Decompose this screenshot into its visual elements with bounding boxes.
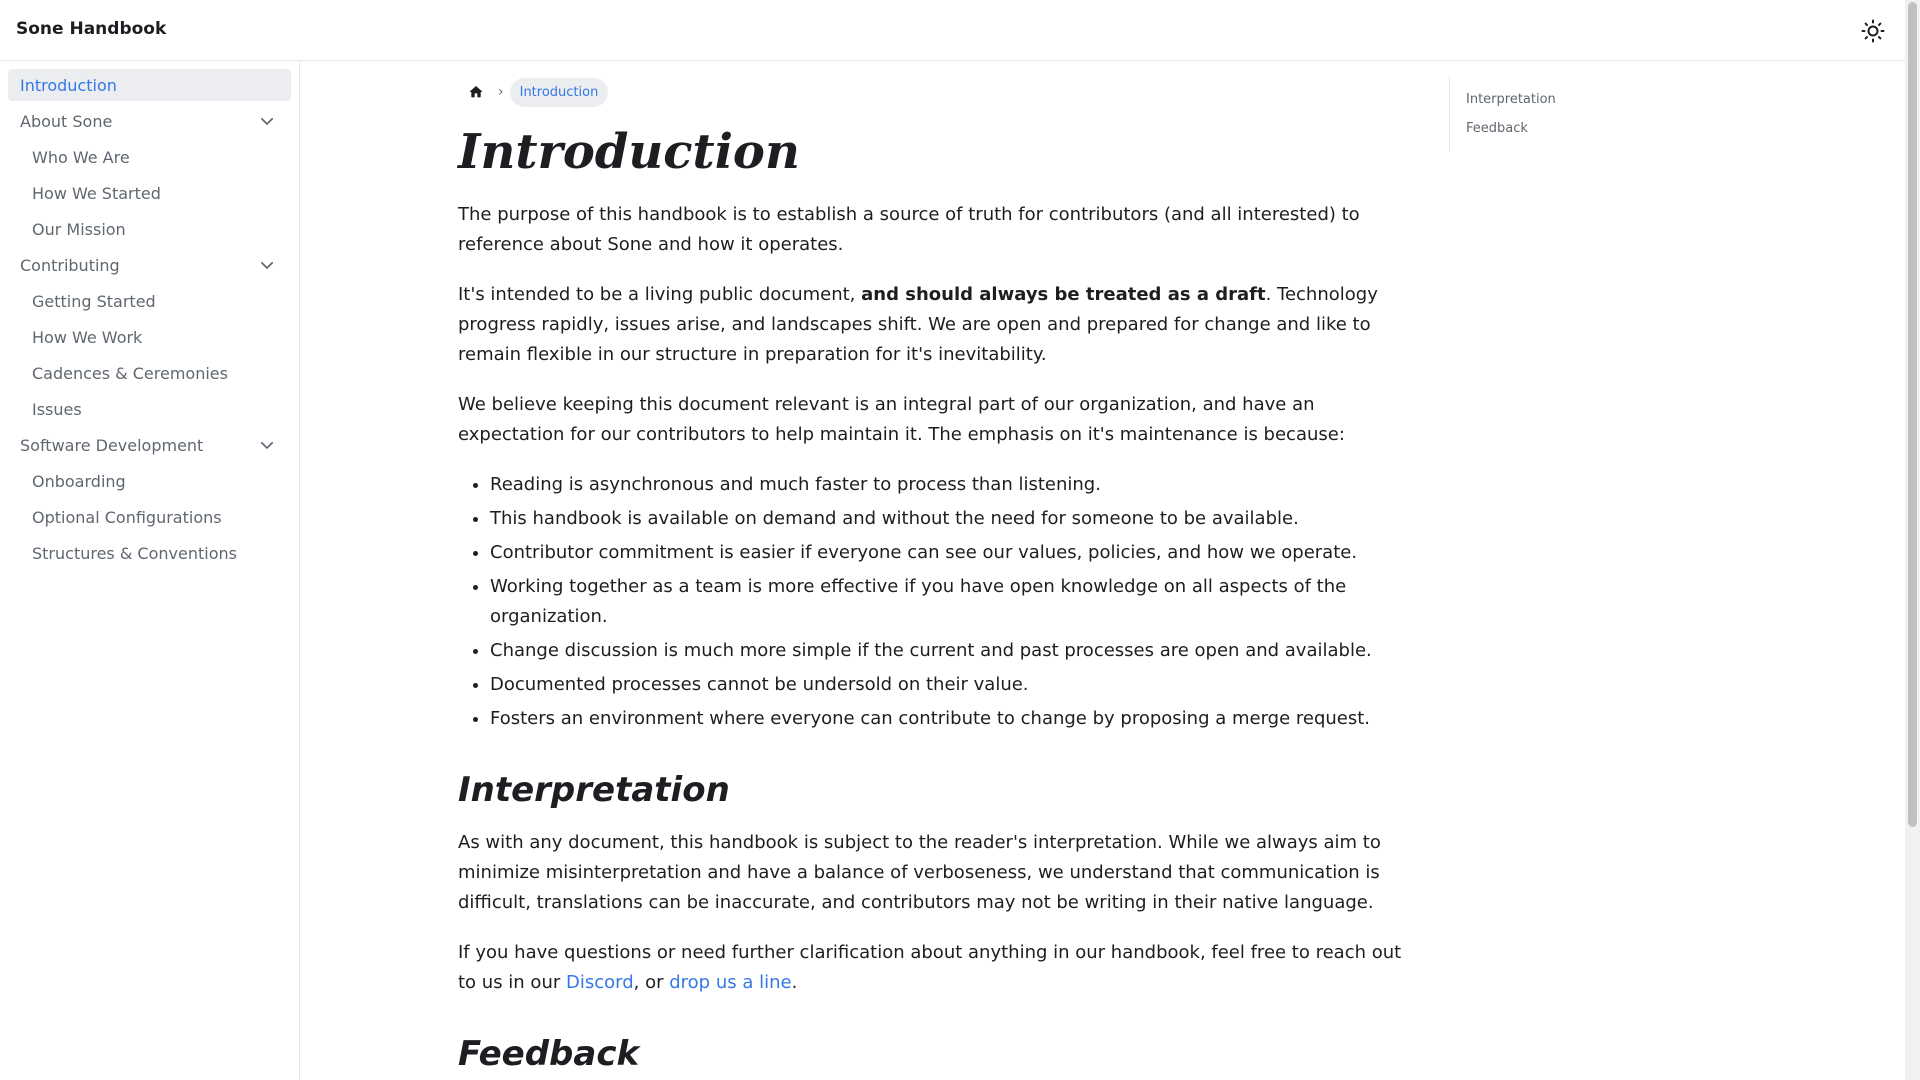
heading-interpretation: Interpretation [458, 770, 730, 810]
chevron-down-icon[interactable] [255, 109, 279, 133]
sidebar-item-issues[interactable] [8, 393, 291, 425]
sidebar-item-label: Contributing [20, 255, 120, 275]
drop-us-a-line-link[interactable]: drop us a line [669, 972, 792, 993]
vertical-scrollbar[interactable] [1905, 0, 1920, 1080]
sidebar-item-structures-conventions[interactable] [8, 537, 291, 569]
sidebar-item-introduction[interactable] [8, 69, 291, 101]
paragraph-interpretation: As with any document, this handbook is subject to the reader's interpretation. While we always aim to minimize misinterpretation and have a balance of verboseness, we understand that communication is difficult, translations can be inaccurate, and contributors may not be writing in their native language. [458, 832, 1381, 913]
paragraph-purpose: The purpose of this handbook is to establish a source of truth for contributors (and all interested) to reference about Sone and how it operates. [458, 204, 1360, 255]
toc-item-feedback[interactable]: Feedback [1466, 121, 1528, 136]
list-item: • Change discussion is much more simple if the current and past processes are open and available. [490, 636, 1406, 666]
top-navbar [0, 0, 1905, 61]
sidebar-item-how-we-started[interactable] [8, 177, 291, 209]
sidebar-item-label: About Sone [20, 111, 113, 131]
discord-link[interactable]: Discord [565, 972, 634, 993]
list-item: • Reading is asynchronous and much faster to process than listening. [490, 470, 1406, 500]
sidebar-item-software-development[interactable] [8, 429, 291, 461]
maintenance-reasons-list [458, 470, 1406, 734]
sidebar-item-label: Getting Started [32, 291, 156, 311]
bold-draft-note: and should always be treated as a draft [861, 284, 1266, 305]
sidebar-item-label: Introduction [20, 75, 117, 95]
toc-item-interpretation[interactable]: Interpretation [1466, 92, 1556, 107]
sidebar-item-label: Our Mission [32, 219, 126, 239]
scrollbar-thumb[interactable] [1908, 2, 1917, 827]
sidebar-item-contributing[interactable] [8, 249, 291, 281]
list-item: • Contributor commitment is easier if everyone can see our values, policies, and how we operate. [490, 538, 1406, 568]
page-title: Introduction [458, 124, 800, 180]
sidebar-item-label: Issues [32, 399, 82, 419]
table-of-contents [1449, 77, 1659, 152]
paragraph-relevance: We believe keeping this document relevant is an integral part of our organization, and have an expectation for our contributors to help maintain it. The emphasis on it's maintenance is because: [458, 394, 1345, 445]
sidebar [0, 61, 300, 1080]
sidebar-item-label: Cadences & Ceremonies [32, 363, 228, 383]
theme-toggle-button[interactable] [1858, 16, 1888, 46]
sidebar-item-about-sone[interactable] [8, 105, 291, 137]
breadcrumb-home[interactable] [458, 77, 494, 107]
chevron-down-icon[interactable] [255, 433, 279, 457]
sidebar-item-label: Optional Configurations [32, 507, 222, 527]
breadcrumb-current: Introduction [510, 78, 609, 107]
sidebar-item-label: How We Work [32, 327, 143, 347]
sidebar-item-our-mission[interactable] [8, 213, 291, 245]
list-item: • Working together as a team is more effective if you have open knowledge on all aspects of the organization. [490, 572, 1406, 632]
sidebar-item-onboarding[interactable] [8, 465, 291, 497]
sidebar-item-label: How We Started [32, 183, 161, 203]
sidebar-item-label: Who We Are [32, 147, 130, 167]
sidebar-item-who-we-are[interactable] [8, 141, 291, 173]
sidebar-item-label: Onboarding [32, 471, 126, 491]
sidebar-item-label: Structures & Conventions [32, 543, 237, 563]
brand-title[interactable]: Sone Handbook [16, 19, 167, 39]
paragraph-contact: If you have questions or need further clarification about anything in our handbook, feel free to reach out to us in our Discord, or drop us a line. [458, 942, 1402, 993]
list-item: • This handbook is available on demand and without the need for someone to be available. [490, 504, 1406, 534]
list-item: • Documented processes cannot be undersold on their value. [490, 670, 1406, 700]
main-content [458, 61, 1406, 1080]
sun-icon [1861, 19, 1885, 43]
list-item: • Fosters an environment where everyone can contribute to change by proposing a merge request. [490, 704, 1406, 734]
paragraph-living-document: It's intended to be a living public document, and should always be treated as a draft. Technology progress rapidly, issues arise, and landscapes shift. We are open and prepared for change and like to remain flexible in our structure in preparation for it's inevitability. [458, 284, 1378, 365]
sidebar-item-optional-configurations[interactable] [8, 501, 291, 533]
home-icon [468, 84, 484, 100]
chevron-down-icon[interactable] [255, 253, 279, 277]
heading-feedback: Feedback [458, 1034, 640, 1074]
breadcrumb [458, 76, 1406, 108]
sidebar-item-getting-started[interactable] [8, 285, 291, 317]
chevron-right-icon: › [498, 84, 504, 100]
sidebar-item-label: Software Development [20, 435, 204, 455]
sidebar-item-how-we-work[interactable] [8, 321, 291, 353]
sidebar-item-cadences-ceremonies[interactable] [8, 357, 291, 389]
